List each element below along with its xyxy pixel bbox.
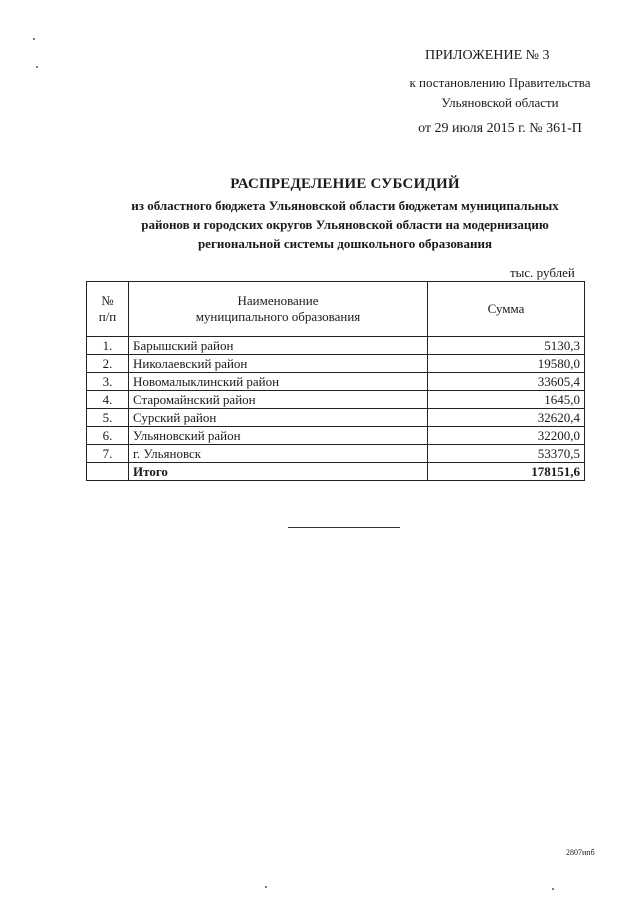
row-name: Сурский район xyxy=(129,409,428,427)
header-text: муниципального образования xyxy=(195,309,361,324)
resolution-line: к постановлению Правительства xyxy=(409,75,591,90)
scan-speck xyxy=(552,888,554,890)
row-number: 3. xyxy=(87,373,129,391)
row-number: 2. xyxy=(87,355,129,373)
closing-rule xyxy=(288,527,400,528)
column-header-name xyxy=(129,282,428,337)
row-name: Николаевский район xyxy=(129,355,428,373)
row-name: Новомалыклинский район xyxy=(129,373,428,391)
document-code: 2807ипб xyxy=(566,848,595,857)
row-name: г. Ульяновск xyxy=(129,445,428,463)
scan-speck xyxy=(36,66,38,68)
table-total-row xyxy=(87,463,585,481)
row-number: 7. xyxy=(87,445,129,463)
resolution-date: от 29 июля 2015 г. № 361-П xyxy=(418,121,582,136)
table-row xyxy=(87,355,585,373)
table-row xyxy=(87,373,585,391)
column-header-number xyxy=(87,282,129,337)
subtitle-line: из областного бюджета Ульяновской области бюджетам муниципальных xyxy=(131,198,559,213)
subsidy-table xyxy=(86,281,585,481)
units-label: тыс. рублей xyxy=(510,265,575,280)
row-value: 5130,3 xyxy=(428,337,585,355)
subtitle-line: районов и городских округов Ульяновской области на модернизацию xyxy=(141,217,549,232)
document-subtitle xyxy=(90,196,600,253)
row-value: 53370,5 xyxy=(428,445,585,463)
subtitle-line: региональной системы дошкольного образования xyxy=(197,236,493,251)
row-value: 32200,0 xyxy=(428,427,585,445)
table-row xyxy=(87,445,585,463)
row-value: 19580,0 xyxy=(428,355,585,373)
row-value: 1645,0 xyxy=(428,391,585,409)
total-label: Итого xyxy=(129,463,428,481)
header-text: № xyxy=(101,293,114,308)
resolution-reference xyxy=(380,73,620,139)
scan-speck xyxy=(33,38,35,40)
row-name: Ульяновский район xyxy=(129,427,428,445)
row-name: Старомайнский район xyxy=(129,391,428,409)
row-number: 6. xyxy=(87,427,129,445)
row-name: Барышский район xyxy=(129,337,428,355)
table-header-row xyxy=(87,282,585,337)
total-value: 178151,6 xyxy=(428,463,585,481)
header-text: п/п xyxy=(98,309,117,324)
table-row xyxy=(87,391,585,409)
total-number xyxy=(87,463,129,481)
row-number: 1. xyxy=(87,337,129,355)
row-number: 5. xyxy=(87,409,129,427)
row-value: 32620,4 xyxy=(428,409,585,427)
row-value: 33605,4 xyxy=(428,373,585,391)
document-title: РАСПРЕДЕЛЕНИЕ СУБСИДИЙ xyxy=(230,176,460,192)
header-text: Наименование xyxy=(237,293,319,308)
column-header-sum: Сумма xyxy=(428,282,585,337)
table-row xyxy=(87,427,585,445)
row-number: 4. xyxy=(87,391,129,409)
resolution-line: Ульяновской области xyxy=(441,95,559,110)
scan-speck xyxy=(265,886,267,888)
appendix-label: ПРИЛОЖЕНИЕ № 3 xyxy=(425,48,550,63)
table-row xyxy=(87,409,585,427)
table-row xyxy=(87,337,585,355)
